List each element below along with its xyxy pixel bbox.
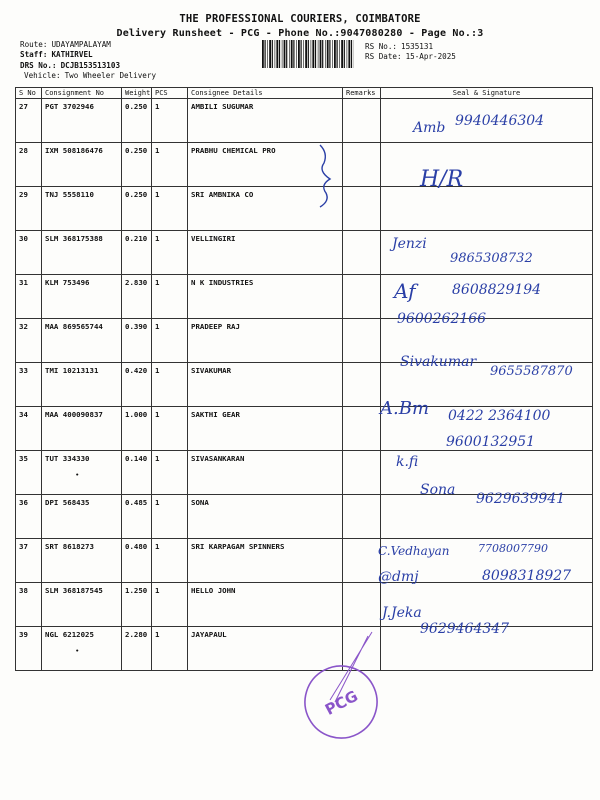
stamp-text: PCG bbox=[322, 686, 361, 719]
weight-cell: 0.250 bbox=[122, 187, 152, 231]
signature-cell bbox=[381, 407, 593, 451]
sno-cell: 31 bbox=[16, 275, 42, 319]
consignment-cell: IXM 508186476 bbox=[42, 143, 122, 187]
consignee-cell: N K INDUSTRIES bbox=[188, 275, 343, 319]
rs-no-value: 1535131 bbox=[401, 42, 434, 51]
table-header bbox=[16, 88, 593, 99]
handwritten-hr: H/R bbox=[420, 167, 464, 192]
sno-cell: 29 bbox=[16, 187, 42, 231]
handwritten-phone-27: 9940446304 bbox=[455, 113, 545, 129]
consignee-cell: SIVASANKARAN bbox=[188, 451, 343, 495]
col-weight: Weight bbox=[122, 88, 152, 99]
consignee-cell: SRI KARPAGAM SPINNERS bbox=[188, 539, 343, 583]
sno-cell: 35 bbox=[16, 451, 42, 495]
table-row bbox=[16, 451, 593, 495]
vehicle-line: Vehicle: Two Wheeler Delivery bbox=[24, 70, 157, 80]
pcs-cell: 1 bbox=[152, 275, 188, 319]
table-row bbox=[16, 407, 593, 451]
handwritten-phone-32: 9600262166 bbox=[397, 311, 487, 327]
table-row bbox=[16, 583, 593, 627]
sno-cell: 38 bbox=[16, 583, 42, 627]
remarks-cell bbox=[343, 143, 381, 187]
handwritten-phone-39: 9629464347 bbox=[420, 621, 510, 637]
pcs-cell: 1 bbox=[152, 627, 188, 671]
weight-cell: 0.485 bbox=[122, 495, 152, 539]
pcs-cell: 1 bbox=[152, 231, 188, 275]
sno-cell: 36 bbox=[16, 495, 42, 539]
pcs-cell: 1 bbox=[152, 407, 188, 451]
consignment-cell: SLM 368175388 bbox=[42, 231, 122, 275]
rs-date-line: RS Date: 15-Apr-2025 bbox=[365, 52, 456, 62]
weight-cell: 2.830 bbox=[122, 275, 152, 319]
sno-cell: 33 bbox=[16, 363, 42, 407]
pcs-cell: 1 bbox=[152, 495, 188, 539]
signature-cell bbox=[381, 539, 593, 583]
meta-right bbox=[365, 42, 456, 63]
signature-36: Sona bbox=[420, 482, 456, 498]
remarks-cell bbox=[343, 539, 381, 583]
consignee-cell: SIVAKUMAR bbox=[188, 363, 343, 407]
weight-cell: 0.140 bbox=[122, 451, 152, 495]
remarks-cell bbox=[343, 495, 381, 539]
sno-cell: 30 bbox=[16, 231, 42, 275]
runsheet-subtitle: Delivery Runsheet - PCG - Phone No.:9047080280 - Page No.:3 bbox=[116, 28, 484, 39]
remarks-cell bbox=[343, 407, 381, 451]
weight-cell: 0.390 bbox=[122, 319, 152, 363]
sno-cell: 34 bbox=[16, 407, 42, 451]
signature-cell bbox=[381, 583, 593, 627]
weight-cell: 1.250 bbox=[122, 583, 152, 627]
remarks-cell bbox=[343, 363, 381, 407]
signature-33: Sivakumar bbox=[400, 354, 477, 370]
signature-cell bbox=[381, 231, 593, 275]
signature-cell bbox=[381, 319, 593, 363]
weight-cell: 1.000 bbox=[122, 407, 152, 451]
consignment-cell: TUT 334330 • bbox=[42, 451, 122, 495]
pcs-cell: 1 bbox=[152, 583, 188, 627]
barcode bbox=[262, 40, 354, 68]
consignee-cell: VELLINGIRI bbox=[188, 231, 343, 275]
remarks-cell bbox=[343, 231, 381, 275]
pcs-cell: 1 bbox=[152, 363, 188, 407]
consignment-cell: NGL 6212025 • bbox=[42, 627, 122, 671]
table-row bbox=[16, 363, 593, 407]
remarks-cell bbox=[343, 275, 381, 319]
consignee-cell: HELLO JOHN bbox=[188, 583, 343, 627]
pcs-cell: 1 bbox=[152, 143, 188, 187]
weight-cell: 2.280 bbox=[122, 627, 152, 671]
staff-line: Staff: KATHIRVEL bbox=[20, 50, 93, 60]
col-consignment: Consignment No bbox=[42, 88, 122, 99]
consignee-cell: SONA bbox=[188, 495, 343, 539]
signature-38: @dmj bbox=[378, 569, 419, 585]
handwritten-phone-35: 9600132951 bbox=[446, 434, 536, 450]
rs-date-value: 15-Apr-2025 bbox=[405, 52, 456, 62]
col-consignee: Consignee Details bbox=[188, 88, 343, 99]
table-row bbox=[16, 187, 593, 231]
company-title: THE PROFESSIONAL COURIERS, COIMBATORE bbox=[179, 13, 421, 25]
consignment-cell: SRT 8618273 bbox=[42, 539, 122, 583]
sno-cell: 39 bbox=[16, 627, 42, 671]
pcs-cell: 1 bbox=[152, 319, 188, 363]
col-remarks: Remarks bbox=[343, 88, 381, 99]
sno-cell: 37 bbox=[16, 539, 42, 583]
consignment-cell: TNJ 5558110 bbox=[42, 187, 122, 231]
consignment-cell: TMI 10213131 bbox=[42, 363, 122, 407]
drs-value: DCJB153513103 bbox=[60, 60, 121, 70]
col-pcs: PCS bbox=[152, 88, 188, 99]
table-row bbox=[16, 495, 593, 539]
handwritten-phone-34: 0422 2364100 bbox=[448, 408, 551, 424]
signature-30: Jenzi bbox=[392, 236, 427, 252]
pcs-cell: 1 bbox=[152, 187, 188, 231]
signature-cell bbox=[381, 275, 593, 319]
signature-cell bbox=[381, 627, 593, 671]
runsheet-table bbox=[15, 87, 593, 671]
table-row bbox=[16, 143, 593, 187]
weight-cell: 0.210 bbox=[122, 231, 152, 275]
consignee-cell: JAYAPAUL bbox=[188, 627, 343, 671]
signature-39: J.Jeka bbox=[382, 605, 422, 621]
consignment-cell: PGT 3702946 bbox=[42, 99, 122, 143]
signature-34: A.Bm bbox=[380, 398, 430, 419]
consignment-cell: MAA 400090837 bbox=[42, 407, 122, 451]
signature-cell bbox=[381, 187, 593, 231]
handwritten-phone-38: 8098318927 bbox=[482, 568, 572, 584]
consignee-cell: AMBILI SUGUMAR bbox=[188, 99, 343, 143]
pcs-cell: 1 bbox=[152, 539, 188, 583]
meta-left bbox=[20, 40, 156, 81]
remarks-cell bbox=[343, 627, 381, 671]
remarks-cell bbox=[343, 99, 381, 143]
table-row bbox=[16, 319, 593, 363]
staff-value: KATHIRVEL bbox=[51, 50, 93, 60]
remarks-cell bbox=[343, 451, 381, 495]
signature-cell bbox=[381, 363, 593, 407]
consignee-cell: SRI AMBNIKA CO bbox=[188, 187, 343, 231]
signature-cell bbox=[381, 495, 593, 539]
mark-dot: • bbox=[75, 470, 80, 479]
weight-cell: 0.250 bbox=[122, 143, 152, 187]
table-row bbox=[16, 231, 593, 275]
pcs-cell: 1 bbox=[152, 99, 188, 143]
handwritten-phone-31: 8608829194 bbox=[452, 282, 542, 298]
col-signature: Seal & Signature bbox=[381, 88, 593, 99]
pcs-cell: 1 bbox=[152, 451, 188, 495]
sno-cell: 32 bbox=[16, 319, 42, 363]
sno-cell: 28 bbox=[16, 143, 42, 187]
consignee-cell: SAKTHI GEAR bbox=[188, 407, 343, 451]
route-value: UDAYAMPALAYAM bbox=[51, 40, 111, 49]
rs-no-line: RS No.: 1535131 bbox=[365, 42, 434, 51]
weight-cell: 0.250 bbox=[122, 99, 152, 143]
table-row bbox=[16, 539, 593, 583]
handwritten-phone-36: 9629639941 bbox=[476, 491, 566, 507]
signature-35: k.fi bbox=[396, 454, 419, 470]
consignment-cell: SLM 368187545 bbox=[42, 583, 122, 627]
signature-cell bbox=[381, 451, 593, 495]
consignment-cell: KLM 753496 bbox=[42, 275, 122, 319]
table-row bbox=[16, 99, 593, 143]
consignment-cell: DPI 568435 bbox=[42, 495, 122, 539]
handwritten-phone-37: 7708007790 bbox=[478, 542, 548, 555]
signature-31: Af bbox=[394, 279, 416, 303]
route-line: Route: UDAYAMPALAYAM bbox=[20, 40, 111, 49]
weight-cell: 0.420 bbox=[122, 363, 152, 407]
remarks-cell bbox=[343, 583, 381, 627]
consignee-cell: PRABHU CHEMICAL PRO bbox=[188, 143, 343, 187]
weight-cell: 0.480 bbox=[122, 539, 152, 583]
signature-cell bbox=[381, 143, 593, 187]
signature-cell bbox=[381, 99, 593, 143]
table-row bbox=[16, 627, 593, 671]
vehicle-value: Two Wheeler Delivery bbox=[64, 70, 157, 80]
handwritten-phone-30: 9865308732 bbox=[450, 251, 533, 266]
signature-27: Amb bbox=[413, 120, 446, 136]
handwritten-phone-33: 9655587870 bbox=[490, 364, 573, 379]
consignee-cell: PRADEEP RAJ bbox=[188, 319, 343, 363]
consignment-cell: MAA 869565744 bbox=[42, 319, 122, 363]
sno-cell: 27 bbox=[16, 99, 42, 143]
signature-37: C.Vedhayan bbox=[378, 544, 450, 558]
remarks-cell bbox=[343, 187, 381, 231]
mark-dot: • bbox=[75, 646, 80, 655]
remarks-cell bbox=[343, 319, 381, 363]
table-row bbox=[16, 275, 593, 319]
drs-line: DRS No.: DCJB153513103 bbox=[20, 60, 121, 70]
col-sno: S No bbox=[16, 88, 42, 99]
